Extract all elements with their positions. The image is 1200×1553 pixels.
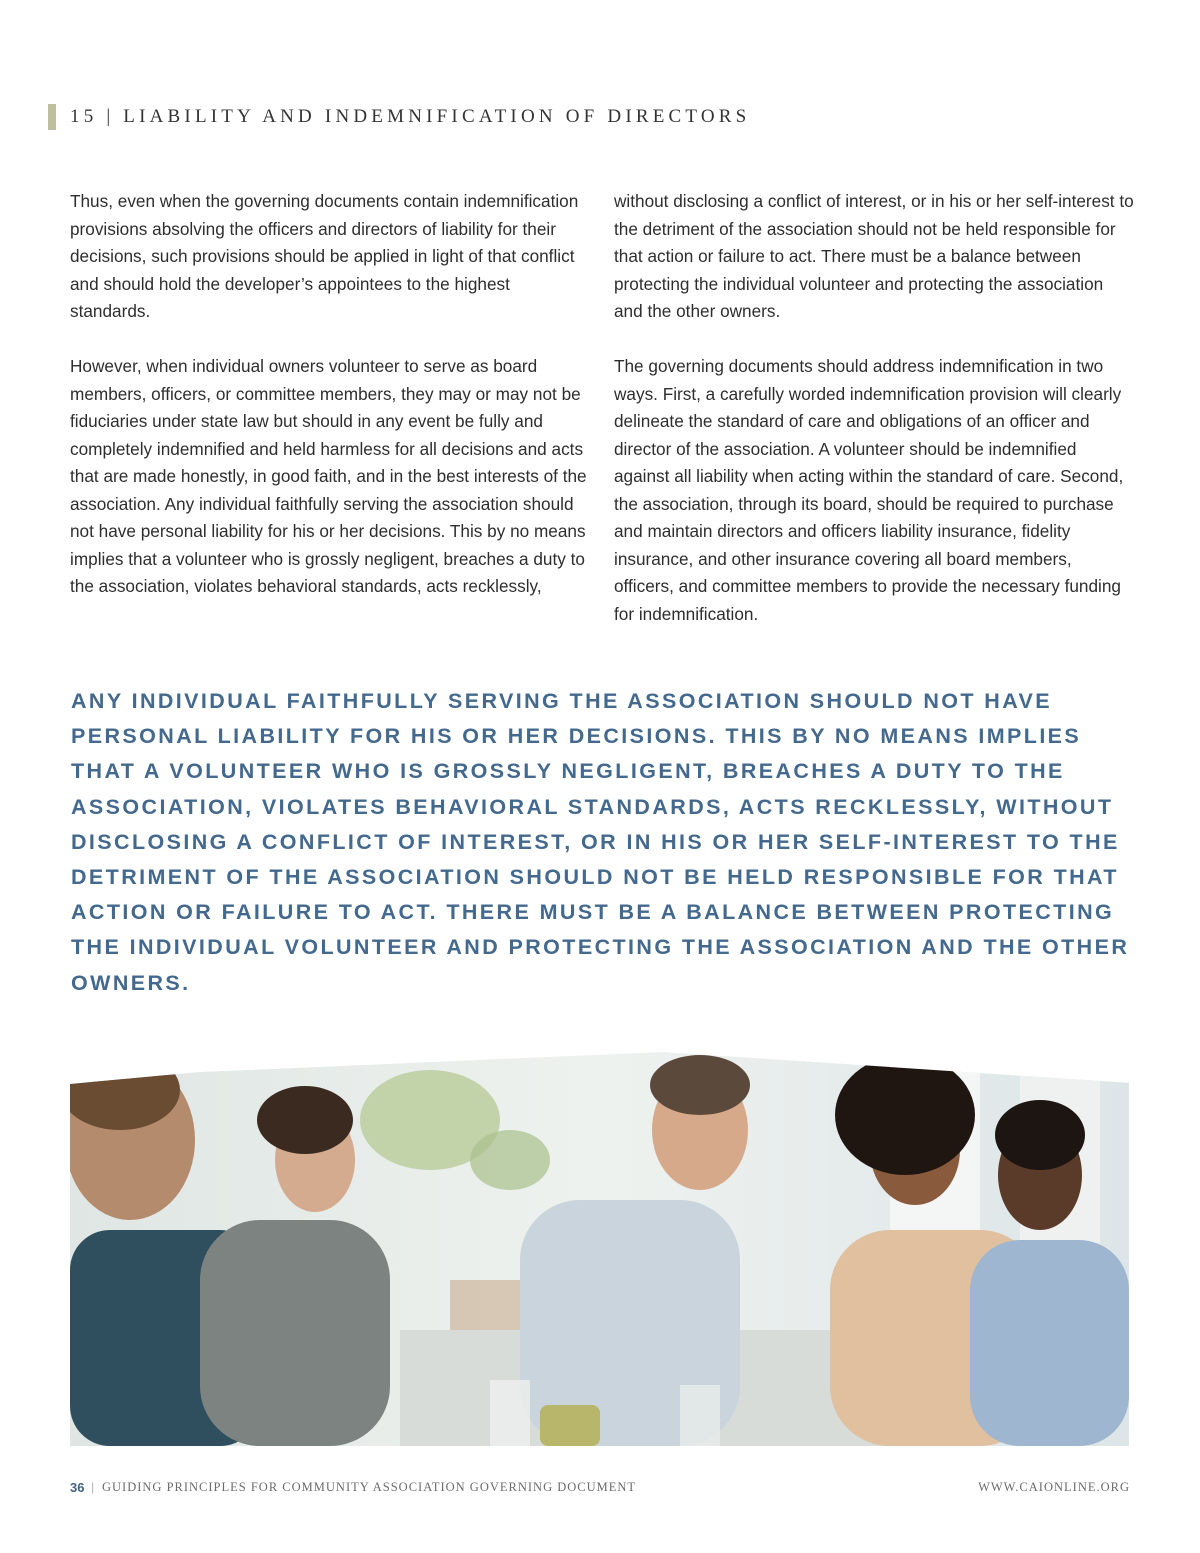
section-header [48,104,750,130]
left-paragraph-2: However, when individual owners volunteer to serve as board members, officers, or committee members, they may or may not be fiduciaries under state law but should in any event be fully and completely indemnified and held harmless for all decisions and acts that are made honestly, in good faith, and in the best interests of the association. Any individual faithfully serving the association should not have personal liability for his or her decisions. This by no means implies that a volunteer who is grossly negligent, breaches a duty to the association, violates behavioral standards, acts recklessly, [70,356,587,596]
right-column [614,188,1134,656]
footer-separator: | [91,1480,95,1494]
header-accent-bar [48,104,56,130]
left-paragraph-1: Thus, even when the governing documents contain indemnification provisions absolving the officers and directors of liability for their decisions, such provisions should be applied in light of that conflict and should hold the developer’s appointees to the highest standards. [70,191,579,321]
meeting-photo [70,1050,1129,1446]
footer-document-title: GUIDING PRINCIPLES FOR COMMUNITY ASSOCIATION GOVERNING DOCUMENT [101,1480,637,1494]
page-footer [70,1480,1130,1495]
footer-website-link[interactable]: WWW.CAIONLINE.ORG [978,1480,1130,1494]
left-column [70,188,590,628]
page-number: 36 [70,1480,85,1495]
pull-quote: ANY INDIVIDUAL FAITHFULLY SERVING THE ASSOCIATION SHOULD NOT HAVE PERSONAL LIABILITY FOR HIS OR HER DECISIONS. THIS BY NO MEANS IMPLIES THAT A VOLUNTEER WHO IS GROSSLY NEGLIGENT, BREACHES A DUTY TO THE ASSOCIATION, VIOLATES BEHAVIORAL STANDARDS, ACTS RECKLESSLY, WITHOUT DISCLOSING A CONFLICT OF INTEREST, OR IN HIS OR HER SELF-INTEREST TO THE DETRIMENT OF THE ASSOCIATION SHOULD NOT BE HELD RESPONSIBLE FOR THAT ACTION OR FAILURE TO ACT. THERE MUST BE A BALANCE BETWEEN PROTECTING THE INDIVIDUAL VOLUNTEER AND PROTECTING THE ASSOCIATION AND THE OTHER OWNERS. [71,689,1130,995]
section-title: 15 | LIABILITY AND INDEMNIFICATION OF DIRECTORS [70,106,751,127]
right-paragraph-2: The governing documents should address indemnification in two ways. First, a carefully worded indemnification provision will clearly delineate the standard of care and obligations of an officer and director of the association. A volunteer should be indemnified against all liability when acting within the standard of care. Second, the association, through its board, should be required to purchase and maintain directors and officers liability insurance, fidelity insurance, and other insurance covering all board members, officers, and committee members to provide the necessary funding for indemnification. [614,356,1124,624]
footer-left [70,1480,636,1495]
meeting-photo-illustration [70,1050,1129,1446]
right-paragraph-1: without disclosing a conflict of interest, or in his or her self-interest to the detriment of the association should not be held responsible for that action or failure to act. There must be a balance between protecting the individual volunteer and protecting the association and the other owners. [614,191,1134,321]
